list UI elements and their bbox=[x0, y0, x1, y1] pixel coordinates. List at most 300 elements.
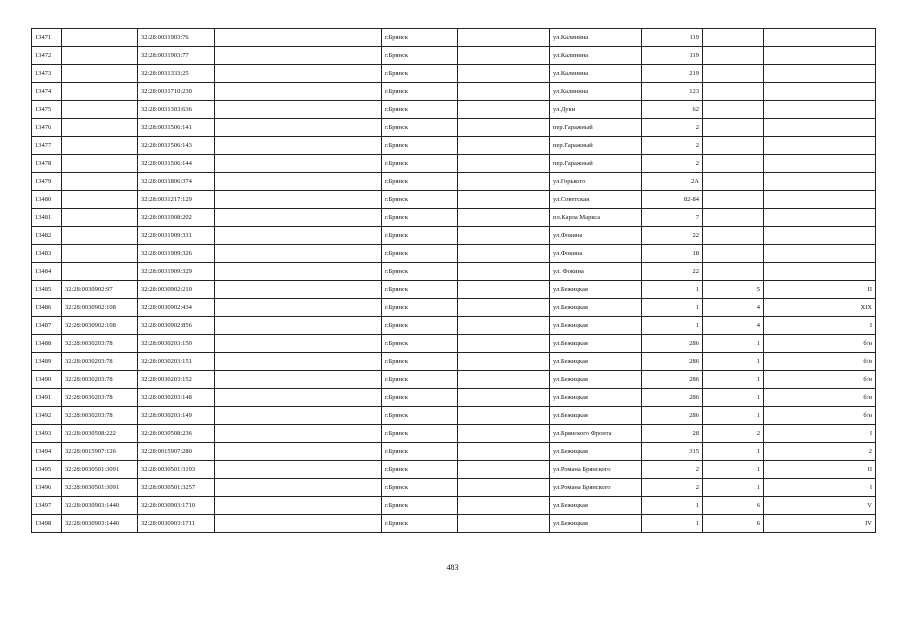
table-row bbox=[32, 209, 876, 227]
parent-cadastral-number-cell bbox=[62, 245, 138, 263]
floor-or-count-cell bbox=[703, 263, 764, 281]
city-cell: г.Брянск bbox=[382, 407, 458, 425]
room-number-cell: XIX bbox=[764, 299, 876, 317]
house-number-cell: 1 bbox=[642, 281, 703, 299]
floor-or-count-cell: 1 bbox=[703, 389, 764, 407]
room-number-cell: б/н bbox=[764, 353, 876, 371]
house-number-cell: 82-84 bbox=[642, 191, 703, 209]
city-cell: г.Брянск bbox=[382, 299, 458, 317]
blank-column-2-cell bbox=[458, 137, 550, 155]
house-number-cell: 2 bbox=[642, 119, 703, 137]
blank-column-2-cell bbox=[458, 425, 550, 443]
parent-cadastral-number-cell: 32:28:0030903:1440 bbox=[62, 497, 138, 515]
blank-column-2-cell bbox=[458, 227, 550, 245]
table-body bbox=[32, 29, 876, 533]
record-number-cell: 13492 bbox=[32, 407, 62, 425]
table-row bbox=[32, 389, 876, 407]
street-cell: ул.Бежицкая bbox=[550, 317, 642, 335]
parent-cadastral-number-cell bbox=[62, 137, 138, 155]
floor-or-count-cell bbox=[703, 173, 764, 191]
table-row bbox=[32, 155, 876, 173]
parent-cadastral-number-cell bbox=[62, 65, 138, 83]
room-number-cell bbox=[764, 227, 876, 245]
cadastral-number-cell: 32:28:0031506:141 bbox=[138, 119, 215, 137]
table-row bbox=[32, 65, 876, 83]
table-row bbox=[32, 461, 876, 479]
street-cell: ул.Романа Брянского bbox=[550, 479, 642, 497]
house-number-cell: 1 bbox=[642, 515, 703, 533]
blank-column-2-cell bbox=[458, 407, 550, 425]
city-cell: г.Брянск bbox=[382, 371, 458, 389]
parent-cadastral-number-cell bbox=[62, 119, 138, 137]
city-cell: г.Брянск bbox=[382, 515, 458, 533]
blank-column-cell bbox=[215, 515, 382, 533]
room-number-cell bbox=[764, 65, 876, 83]
house-number-cell: 22 bbox=[642, 263, 703, 281]
city-cell: г.Брянск bbox=[382, 317, 458, 335]
cadastral-number-cell: 32:28:0030902:856 bbox=[138, 317, 215, 335]
table-row bbox=[32, 191, 876, 209]
record-number-cell: 13485 bbox=[32, 281, 62, 299]
cadastral-number-cell: 32:28:0030902:210 bbox=[138, 281, 215, 299]
house-number-cell: 286 bbox=[642, 335, 703, 353]
blank-column-2-cell bbox=[458, 281, 550, 299]
city-cell: г.Брянск bbox=[382, 497, 458, 515]
blank-column-cell bbox=[215, 191, 382, 209]
table-row bbox=[32, 281, 876, 299]
street-cell: ул.Калинина bbox=[550, 47, 642, 65]
floor-or-count-cell bbox=[703, 119, 764, 137]
cadastral-number-cell: 32:28:0031333:25 bbox=[138, 65, 215, 83]
house-number-cell: 2 bbox=[642, 461, 703, 479]
parent-cadastral-number-cell bbox=[62, 101, 138, 119]
city-cell: г.Брянск bbox=[382, 281, 458, 299]
room-number-cell bbox=[764, 119, 876, 137]
parent-cadastral-number-cell: 32:28:0015907:126 bbox=[62, 443, 138, 461]
cadastral-number-cell: 32:28:0030903:1710 bbox=[138, 497, 215, 515]
cadastral-number-cell: 32:28:0030203:149 bbox=[138, 407, 215, 425]
city-cell: г.Брянск bbox=[382, 443, 458, 461]
record-number-cell: 13489 bbox=[32, 353, 62, 371]
blank-column-2-cell bbox=[458, 119, 550, 137]
house-number-cell: 119 bbox=[642, 47, 703, 65]
house-number-cell: 219 bbox=[642, 65, 703, 83]
blank-column-cell bbox=[215, 281, 382, 299]
record-number-cell: 13482 bbox=[32, 227, 62, 245]
blank-column-cell bbox=[215, 227, 382, 245]
record-number-cell: 13497 bbox=[32, 497, 62, 515]
room-number-cell: V bbox=[764, 497, 876, 515]
record-number-cell: 13479 bbox=[32, 173, 62, 191]
city-cell: г.Брянск bbox=[382, 29, 458, 47]
house-number-cell: 28 bbox=[642, 425, 703, 443]
record-number-cell: 13474 bbox=[32, 83, 62, 101]
table-row bbox=[32, 515, 876, 533]
street-cell: ул.Советская bbox=[550, 191, 642, 209]
street-cell: ул.Бежицкая bbox=[550, 497, 642, 515]
parent-cadastral-number-cell bbox=[62, 209, 138, 227]
table-row bbox=[32, 407, 876, 425]
city-cell: г.Брянск bbox=[382, 173, 458, 191]
floor-or-count-cell bbox=[703, 245, 764, 263]
cadastral-number-cell: 32:28:0031806:374 bbox=[138, 173, 215, 191]
blank-column-cell bbox=[215, 407, 382, 425]
city-cell: г.Брянск bbox=[382, 155, 458, 173]
blank-column-cell bbox=[215, 65, 382, 83]
blank-column-2-cell bbox=[458, 461, 550, 479]
register-table bbox=[31, 28, 876, 533]
table-row bbox=[32, 29, 876, 47]
blank-column-2-cell bbox=[458, 29, 550, 47]
house-number-cell: 315 bbox=[642, 443, 703, 461]
city-cell: г.Брянск bbox=[382, 191, 458, 209]
blank-column-cell bbox=[215, 83, 382, 101]
record-number-cell: 13473 bbox=[32, 65, 62, 83]
blank-column-cell bbox=[215, 479, 382, 497]
blank-column-2-cell bbox=[458, 371, 550, 389]
record-number-cell: 13471 bbox=[32, 29, 62, 47]
cadastral-number-cell: 32:28:0030501:3193 bbox=[138, 461, 215, 479]
city-cell: г.Брянск bbox=[382, 119, 458, 137]
record-number-cell: 13476 bbox=[32, 119, 62, 137]
parent-cadastral-number-cell: 32:28:0030902:108 bbox=[62, 317, 138, 335]
floor-or-count-cell: 1 bbox=[703, 461, 764, 479]
blank-column-cell bbox=[215, 371, 382, 389]
city-cell: г.Брянск bbox=[382, 83, 458, 101]
street-cell: ул.Бежицкая bbox=[550, 335, 642, 353]
record-number-cell: 13472 bbox=[32, 47, 62, 65]
room-number-cell: б/н bbox=[764, 407, 876, 425]
room-number-cell: I bbox=[764, 479, 876, 497]
cadastral-number-cell: 32:28:0031217:129 bbox=[138, 191, 215, 209]
room-number-cell bbox=[764, 101, 876, 119]
city-cell: г.Брянск bbox=[382, 353, 458, 371]
blank-column-2-cell bbox=[458, 47, 550, 65]
cadastral-number-cell: 32:28:0031903:76 bbox=[138, 29, 215, 47]
house-number-cell: 18 bbox=[642, 245, 703, 263]
parent-cadastral-number-cell: 32:28:0030501:3091 bbox=[62, 479, 138, 497]
cadastral-number-cell: 32:28:0030903:1711 bbox=[138, 515, 215, 533]
table-row bbox=[32, 101, 876, 119]
table-row bbox=[32, 317, 876, 335]
floor-or-count-cell bbox=[703, 83, 764, 101]
street-cell: ул.Бежицкая bbox=[550, 389, 642, 407]
street-cell: ул.Бежицкая bbox=[550, 407, 642, 425]
floor-or-count-cell: 2 bbox=[703, 425, 764, 443]
parent-cadastral-number-cell: 32:28:0030902:108 bbox=[62, 299, 138, 317]
floor-or-count-cell bbox=[703, 47, 764, 65]
blank-column-cell bbox=[215, 173, 382, 191]
floor-or-count-cell bbox=[703, 29, 764, 47]
city-cell: г.Брянск bbox=[382, 65, 458, 83]
blank-column-2-cell bbox=[458, 173, 550, 191]
house-number-cell: 7 bbox=[642, 209, 703, 227]
street-cell: пер.Гаражный bbox=[550, 137, 642, 155]
parent-cadastral-number-cell bbox=[62, 263, 138, 281]
parent-cadastral-number-cell: 32:28:0030203:78 bbox=[62, 335, 138, 353]
house-number-cell: 286 bbox=[642, 407, 703, 425]
table-row bbox=[32, 425, 876, 443]
room-number-cell bbox=[764, 209, 876, 227]
cadastral-number-cell: 32:28:0031303:636 bbox=[138, 101, 215, 119]
house-number-cell: 2 bbox=[642, 479, 703, 497]
street-cell: ул.Дуки bbox=[550, 101, 642, 119]
table-row bbox=[32, 227, 876, 245]
parent-cadastral-number-cell: 32:28:0030501:3091 bbox=[62, 461, 138, 479]
house-number-cell: 286 bbox=[642, 389, 703, 407]
city-cell: г.Брянск bbox=[382, 461, 458, 479]
record-number-cell: 13488 bbox=[32, 335, 62, 353]
cadastral-number-cell: 32:28:0031710:230 bbox=[138, 83, 215, 101]
cadastral-number-cell: 32:28:0031908:202 bbox=[138, 209, 215, 227]
record-number-cell: 13496 bbox=[32, 479, 62, 497]
room-number-cell: 2 bbox=[764, 443, 876, 461]
cadastral-number-cell: 32:28:0031909:329 bbox=[138, 263, 215, 281]
blank-column-cell bbox=[215, 29, 382, 47]
table-row bbox=[32, 83, 876, 101]
floor-or-count-cell: 1 bbox=[703, 353, 764, 371]
parent-cadastral-number-cell: 32:28:0030203:78 bbox=[62, 389, 138, 407]
record-number-cell: 13480 bbox=[32, 191, 62, 209]
blank-column-2-cell bbox=[458, 101, 550, 119]
house-number-cell: 2 bbox=[642, 155, 703, 173]
record-number-cell: 13478 bbox=[32, 155, 62, 173]
blank-column-2-cell bbox=[458, 209, 550, 227]
city-cell: г.Брянск bbox=[382, 479, 458, 497]
room-number-cell bbox=[764, 263, 876, 281]
room-number-cell: I bbox=[764, 317, 876, 335]
parent-cadastral-number-cell bbox=[62, 47, 138, 65]
table-row bbox=[32, 299, 876, 317]
city-cell: г.Брянск bbox=[382, 335, 458, 353]
floor-or-count-cell bbox=[703, 209, 764, 227]
blank-column-cell bbox=[215, 425, 382, 443]
street-cell: пер.Гаражный bbox=[550, 155, 642, 173]
street-cell: пл.Карла Маркса bbox=[550, 209, 642, 227]
floor-or-count-cell: 4 bbox=[703, 317, 764, 335]
blank-column-2-cell bbox=[458, 479, 550, 497]
city-cell: г.Брянск bbox=[382, 389, 458, 407]
room-number-cell bbox=[764, 245, 876, 263]
blank-column-2-cell bbox=[458, 245, 550, 263]
house-number-cell: 2 bbox=[642, 137, 703, 155]
city-cell: г.Брянск bbox=[382, 227, 458, 245]
street-cell: ул.Калинина bbox=[550, 29, 642, 47]
record-number-cell: 13487 bbox=[32, 317, 62, 335]
room-number-cell bbox=[764, 83, 876, 101]
room-number-cell: II bbox=[764, 461, 876, 479]
floor-or-count-cell bbox=[703, 101, 764, 119]
house-number-cell: 286 bbox=[642, 371, 703, 389]
blank-column-cell bbox=[215, 47, 382, 65]
street-cell: ул.Романа Брянского bbox=[550, 461, 642, 479]
record-number-cell: 13490 bbox=[32, 371, 62, 389]
record-number-cell: 13475 bbox=[32, 101, 62, 119]
blank-column-2-cell bbox=[458, 83, 550, 101]
street-cell: ул.Бежицкая bbox=[550, 515, 642, 533]
city-cell: г.Брянск bbox=[382, 263, 458, 281]
table-row bbox=[32, 353, 876, 371]
record-number-cell: 13484 bbox=[32, 263, 62, 281]
blank-column-2-cell bbox=[458, 515, 550, 533]
room-number-cell: б/н bbox=[764, 389, 876, 407]
street-cell: пер.Гаражный bbox=[550, 119, 642, 137]
blank-column-cell bbox=[215, 119, 382, 137]
floor-or-count-cell: 1 bbox=[703, 371, 764, 389]
street-cell: ул.Горького bbox=[550, 173, 642, 191]
blank-column-2-cell bbox=[458, 155, 550, 173]
table-row bbox=[32, 119, 876, 137]
floor-or-count-cell: 5 bbox=[703, 281, 764, 299]
room-number-cell: б/н bbox=[764, 371, 876, 389]
blank-column-2-cell bbox=[458, 335, 550, 353]
street-cell: ул.Бежицкая bbox=[550, 371, 642, 389]
table-row bbox=[32, 47, 876, 65]
blank-column-cell bbox=[215, 299, 382, 317]
room-number-cell bbox=[764, 29, 876, 47]
city-cell: г.Брянск bbox=[382, 209, 458, 227]
floor-or-count-cell: 6 bbox=[703, 515, 764, 533]
floor-or-count-cell bbox=[703, 137, 764, 155]
city-cell: г.Брянск bbox=[382, 47, 458, 65]
table-row bbox=[32, 335, 876, 353]
table-row bbox=[32, 479, 876, 497]
room-number-cell: IV bbox=[764, 515, 876, 533]
room-number-cell bbox=[764, 191, 876, 209]
street-cell: ул.Брянского Фронта bbox=[550, 425, 642, 443]
record-number-cell: 13491 bbox=[32, 389, 62, 407]
cadastral-number-cell: 32:28:0031909:326 bbox=[138, 245, 215, 263]
table-row bbox=[32, 443, 876, 461]
cadastral-number-cell: 32:28:0030203:152 bbox=[138, 371, 215, 389]
cadastral-number-cell: 32:28:0030501:3257 bbox=[138, 479, 215, 497]
parent-cadastral-number-cell bbox=[62, 173, 138, 191]
blank-column-cell bbox=[215, 245, 382, 263]
blank-column-2-cell bbox=[458, 497, 550, 515]
table-row bbox=[32, 263, 876, 281]
blank-column-cell bbox=[215, 209, 382, 227]
parent-cadastral-number-cell: 32:28:0030903:1440 bbox=[62, 515, 138, 533]
record-number-cell: 13495 bbox=[32, 461, 62, 479]
blank-column-cell bbox=[215, 155, 382, 173]
record-number-cell: 13477 bbox=[32, 137, 62, 155]
street-cell: ул.Фокина bbox=[550, 227, 642, 245]
blank-column-2-cell bbox=[458, 353, 550, 371]
table-row bbox=[32, 497, 876, 515]
blank-column-2-cell bbox=[458, 191, 550, 209]
house-number-cell: 1 bbox=[642, 497, 703, 515]
room-number-cell: б/н bbox=[764, 335, 876, 353]
house-number-cell: 119 bbox=[642, 29, 703, 47]
cadastral-number-cell: 32:28:0030203:150 bbox=[138, 335, 215, 353]
parent-cadastral-number-cell bbox=[62, 155, 138, 173]
city-cell: г.Брянск bbox=[382, 245, 458, 263]
blank-column-2-cell bbox=[458, 389, 550, 407]
room-number-cell bbox=[764, 173, 876, 191]
house-number-cell: 2А bbox=[642, 173, 703, 191]
cadastral-number-cell: 32:28:0031506:143 bbox=[138, 137, 215, 155]
room-number-cell bbox=[764, 47, 876, 65]
house-number-cell: 286 bbox=[642, 353, 703, 371]
floor-or-count-cell bbox=[703, 191, 764, 209]
cadastral-number-cell: 32:28:0030203:151 bbox=[138, 353, 215, 371]
street-cell: ул. Фокина bbox=[550, 263, 642, 281]
house-number-cell: 22 bbox=[642, 227, 703, 245]
blank-column-cell bbox=[215, 317, 382, 335]
blank-column-cell bbox=[215, 101, 382, 119]
blank-column-2-cell bbox=[458, 317, 550, 335]
house-number-cell: 62 bbox=[642, 101, 703, 119]
record-number-cell: 13486 bbox=[32, 299, 62, 317]
room-number-cell bbox=[764, 137, 876, 155]
floor-or-count-cell bbox=[703, 227, 764, 245]
blank-column-cell bbox=[215, 461, 382, 479]
blank-column-cell bbox=[215, 335, 382, 353]
floor-or-count-cell: 1 bbox=[703, 443, 764, 461]
table-row bbox=[32, 245, 876, 263]
cadastral-number-cell: 32:28:0031909:331 bbox=[138, 227, 215, 245]
blank-column-cell bbox=[215, 497, 382, 515]
record-number-cell: 13481 bbox=[32, 209, 62, 227]
blank-column-2-cell bbox=[458, 443, 550, 461]
record-number-cell: 13483 bbox=[32, 245, 62, 263]
room-number-cell bbox=[764, 155, 876, 173]
house-number-cell: 1 bbox=[642, 317, 703, 335]
floor-or-count-cell bbox=[703, 65, 764, 83]
blank-column-cell bbox=[215, 263, 382, 281]
table-row bbox=[32, 137, 876, 155]
blank-column-2-cell bbox=[458, 263, 550, 281]
street-cell: ул.Бежицкая bbox=[550, 299, 642, 317]
floor-or-count-cell: 6 bbox=[703, 497, 764, 515]
street-cell: ул.Калинина bbox=[550, 65, 642, 83]
page-number: 483 bbox=[446, 563, 459, 572]
parent-cadastral-number-cell: 32:28:0030203:78 bbox=[62, 353, 138, 371]
floor-or-count-cell: 1 bbox=[703, 407, 764, 425]
cadastral-number-cell: 32:28:0030508:236 bbox=[138, 425, 215, 443]
parent-cadastral-number-cell: 32:28:0030203:78 bbox=[62, 407, 138, 425]
street-cell: ул.Бежицкая bbox=[550, 353, 642, 371]
blank-column-cell bbox=[215, 443, 382, 461]
street-cell: ул.Фокина bbox=[550, 245, 642, 263]
city-cell: г.Брянск bbox=[382, 137, 458, 155]
floor-or-count-cell: 4 bbox=[703, 299, 764, 317]
room-number-cell: II bbox=[764, 281, 876, 299]
blank-column-2-cell bbox=[458, 299, 550, 317]
parent-cadastral-number-cell bbox=[62, 29, 138, 47]
parent-cadastral-number-cell bbox=[62, 191, 138, 209]
house-number-cell: 123 bbox=[642, 83, 703, 101]
room-number-cell: I bbox=[764, 425, 876, 443]
parent-cadastral-number-cell: 32:28:0030508:222 bbox=[62, 425, 138, 443]
record-number-cell: 13498 bbox=[32, 515, 62, 533]
cadastral-number-cell: 32:28:0015907:280 bbox=[138, 443, 215, 461]
city-cell: г.Брянск bbox=[382, 425, 458, 443]
blank-column-cell bbox=[215, 353, 382, 371]
blank-column-cell bbox=[215, 137, 382, 155]
floor-or-count-cell bbox=[703, 155, 764, 173]
city-cell: г.Брянск bbox=[382, 101, 458, 119]
street-cell: ул.Калинина bbox=[550, 83, 642, 101]
blank-column-2-cell bbox=[458, 65, 550, 83]
cadastral-number-cell: 32:28:0030902:434 bbox=[138, 299, 215, 317]
cadastral-number-cell: 32:28:0030203:148 bbox=[138, 389, 215, 407]
floor-or-count-cell: 1 bbox=[703, 479, 764, 497]
table-row bbox=[32, 173, 876, 191]
floor-or-count-cell: 1 bbox=[703, 335, 764, 353]
parent-cadastral-number-cell: 32:28:0030203:78 bbox=[62, 371, 138, 389]
record-number-cell: 13493 bbox=[32, 425, 62, 443]
